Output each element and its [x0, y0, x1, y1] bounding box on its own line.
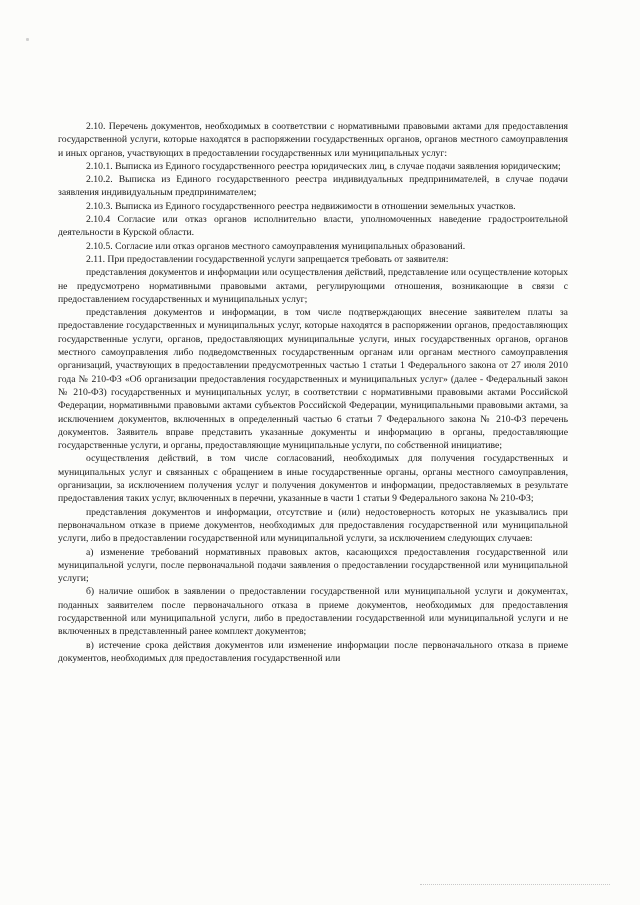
paragraph-2-11: 2.11. При предоставлении государственной услуги запрещается требовать от заявителя:	[86, 253, 449, 265]
paragraph-item-1: представления документов и информации или осуществления действий, представление или осуществление которых не предусмотрено нормативными правовыми актами, регулирующими отношения, возникающие в связи с предоставлением государственных и муниципальных услуг;	[58, 267, 568, 305]
paragraph-2-10-3: 2.10.3. Выписка из Единого государственного реестра недвижимости в отношении земельных участков.	[86, 200, 516, 212]
paragraph-2-10-2: 2.10.2. Выписка из Единого государственного реестра индивидуальных предпринимателей, в случае подачи заявления индивидуальным предпринимателем;	[58, 174, 568, 199]
paragraph-item-2: представления документов и информации, в том числе подтверждающих внесение заявителем платы за предоставление государственных и муниципальных услуг, которые находятся в распоряжении органов, предоставляющих государственные услуги, органов, предоставляющих муниципальные услуги, иных государственных органов, органов местного самоуправления либо подведомственных государственным органам или органам местного самоуправления организаций, участвующих в предоставлении предусмотренных частью 1 статьи 1 Федерального закона от 27 июля 2010 года № 210-ФЗ «Об организации предоставления государственных и муниципальных услуг» (далее - Федеральный закон № 210-ФЗ) государственных и муниципальных услуг, в соответствии с нормативными правовыми актами Российской Федерации, нормативными правовыми актами субъектов Российской Федерации, муниципальными правовыми актами, за исключением документов, включенных в определенный частью 6 статьи 7 Федерального закона № 210-ФЗ перечень документов. Заявитель вправе представить указанные документы и информацию в органы, предоставляющие государственные услуги, и органы, предоставляющие муниципальные услуги, по собственной инициативе;	[58, 307, 568, 452]
paragraph-case-v: в) истечение срока действия документов или изменение информации после первоначального отказа в приеме документов, необходимых для предоставления государственной или	[58, 639, 568, 664]
paragraph-2-10-4: 2.10.4 Согласие или отказ органов исполнительно власти, уполномоченных наведение градостроительной деятельности в Курской области.	[58, 214, 568, 239]
paragraph-case-b: б) наличие ошибок в заявлении о предоставлении государственной или муниципальной услуги и документах, поданных заявителем после первоначального отказа в приеме документов, необходимых для предоставления государственной или муниципальной услуги, либо в предоставлении государственной или муниципальной услуги и не включенных в представленный ранее комплект документов;	[58, 586, 568, 638]
paragraph-item-3: осуществления действий, в том числе согласований, необходимых для получения государственных и муниципальных услуг и связанных с обращением в иные государственные органы, органы местного самоуправления, организации, за исключением получения услуг и получения документов и информации, предоставляемых в результате предоставления таких услуг, включенных в перечни, указанные в части 1 статьи 9 Федерального закона № 210-ФЗ;	[58, 453, 568, 505]
paragraph-2-10-5: 2.10.5. Согласие или отказ органов местного самоуправления муниципальных образований.	[86, 240, 466, 252]
paragraph-case-a: а) изменение требований нормативных правовых актов, касающихся предоставления государственной или муниципальной услуги, после первоначальной подачи заявления о предоставлении государственной или муниципальной услуги;	[58, 546, 568, 585]
paragraph-2-10: 2.10. Перечень документов, необходимых в соответствии с нормативными правовыми актами для предоставления государственной услуги, которые находятся в распоряжении государственных органов, органов местного самоуправления и иных органов, участвующих в предоставлении государственных или муниципальных услуг:	[58, 121, 568, 159]
scan-mark	[26, 38, 29, 41]
paragraph-2-10-1: 2.10.1. Выписка из Единого государственного реестра юридических лиц, в случае подачи заявления юридическим;	[86, 160, 561, 172]
paragraph-item-4: представления документов и информации, отсутствие и (или) недостоверность которых не указывались при первоначальном отказе в приеме документов, необходимых для предоставления государственной или муниципальной услуги, либо в предоставлении государственной или муниципальной услуги, за исключением следующих случаев:	[58, 506, 568, 545]
scan-artifact-line	[420, 884, 610, 887]
document-body	[58, 120, 568, 665]
